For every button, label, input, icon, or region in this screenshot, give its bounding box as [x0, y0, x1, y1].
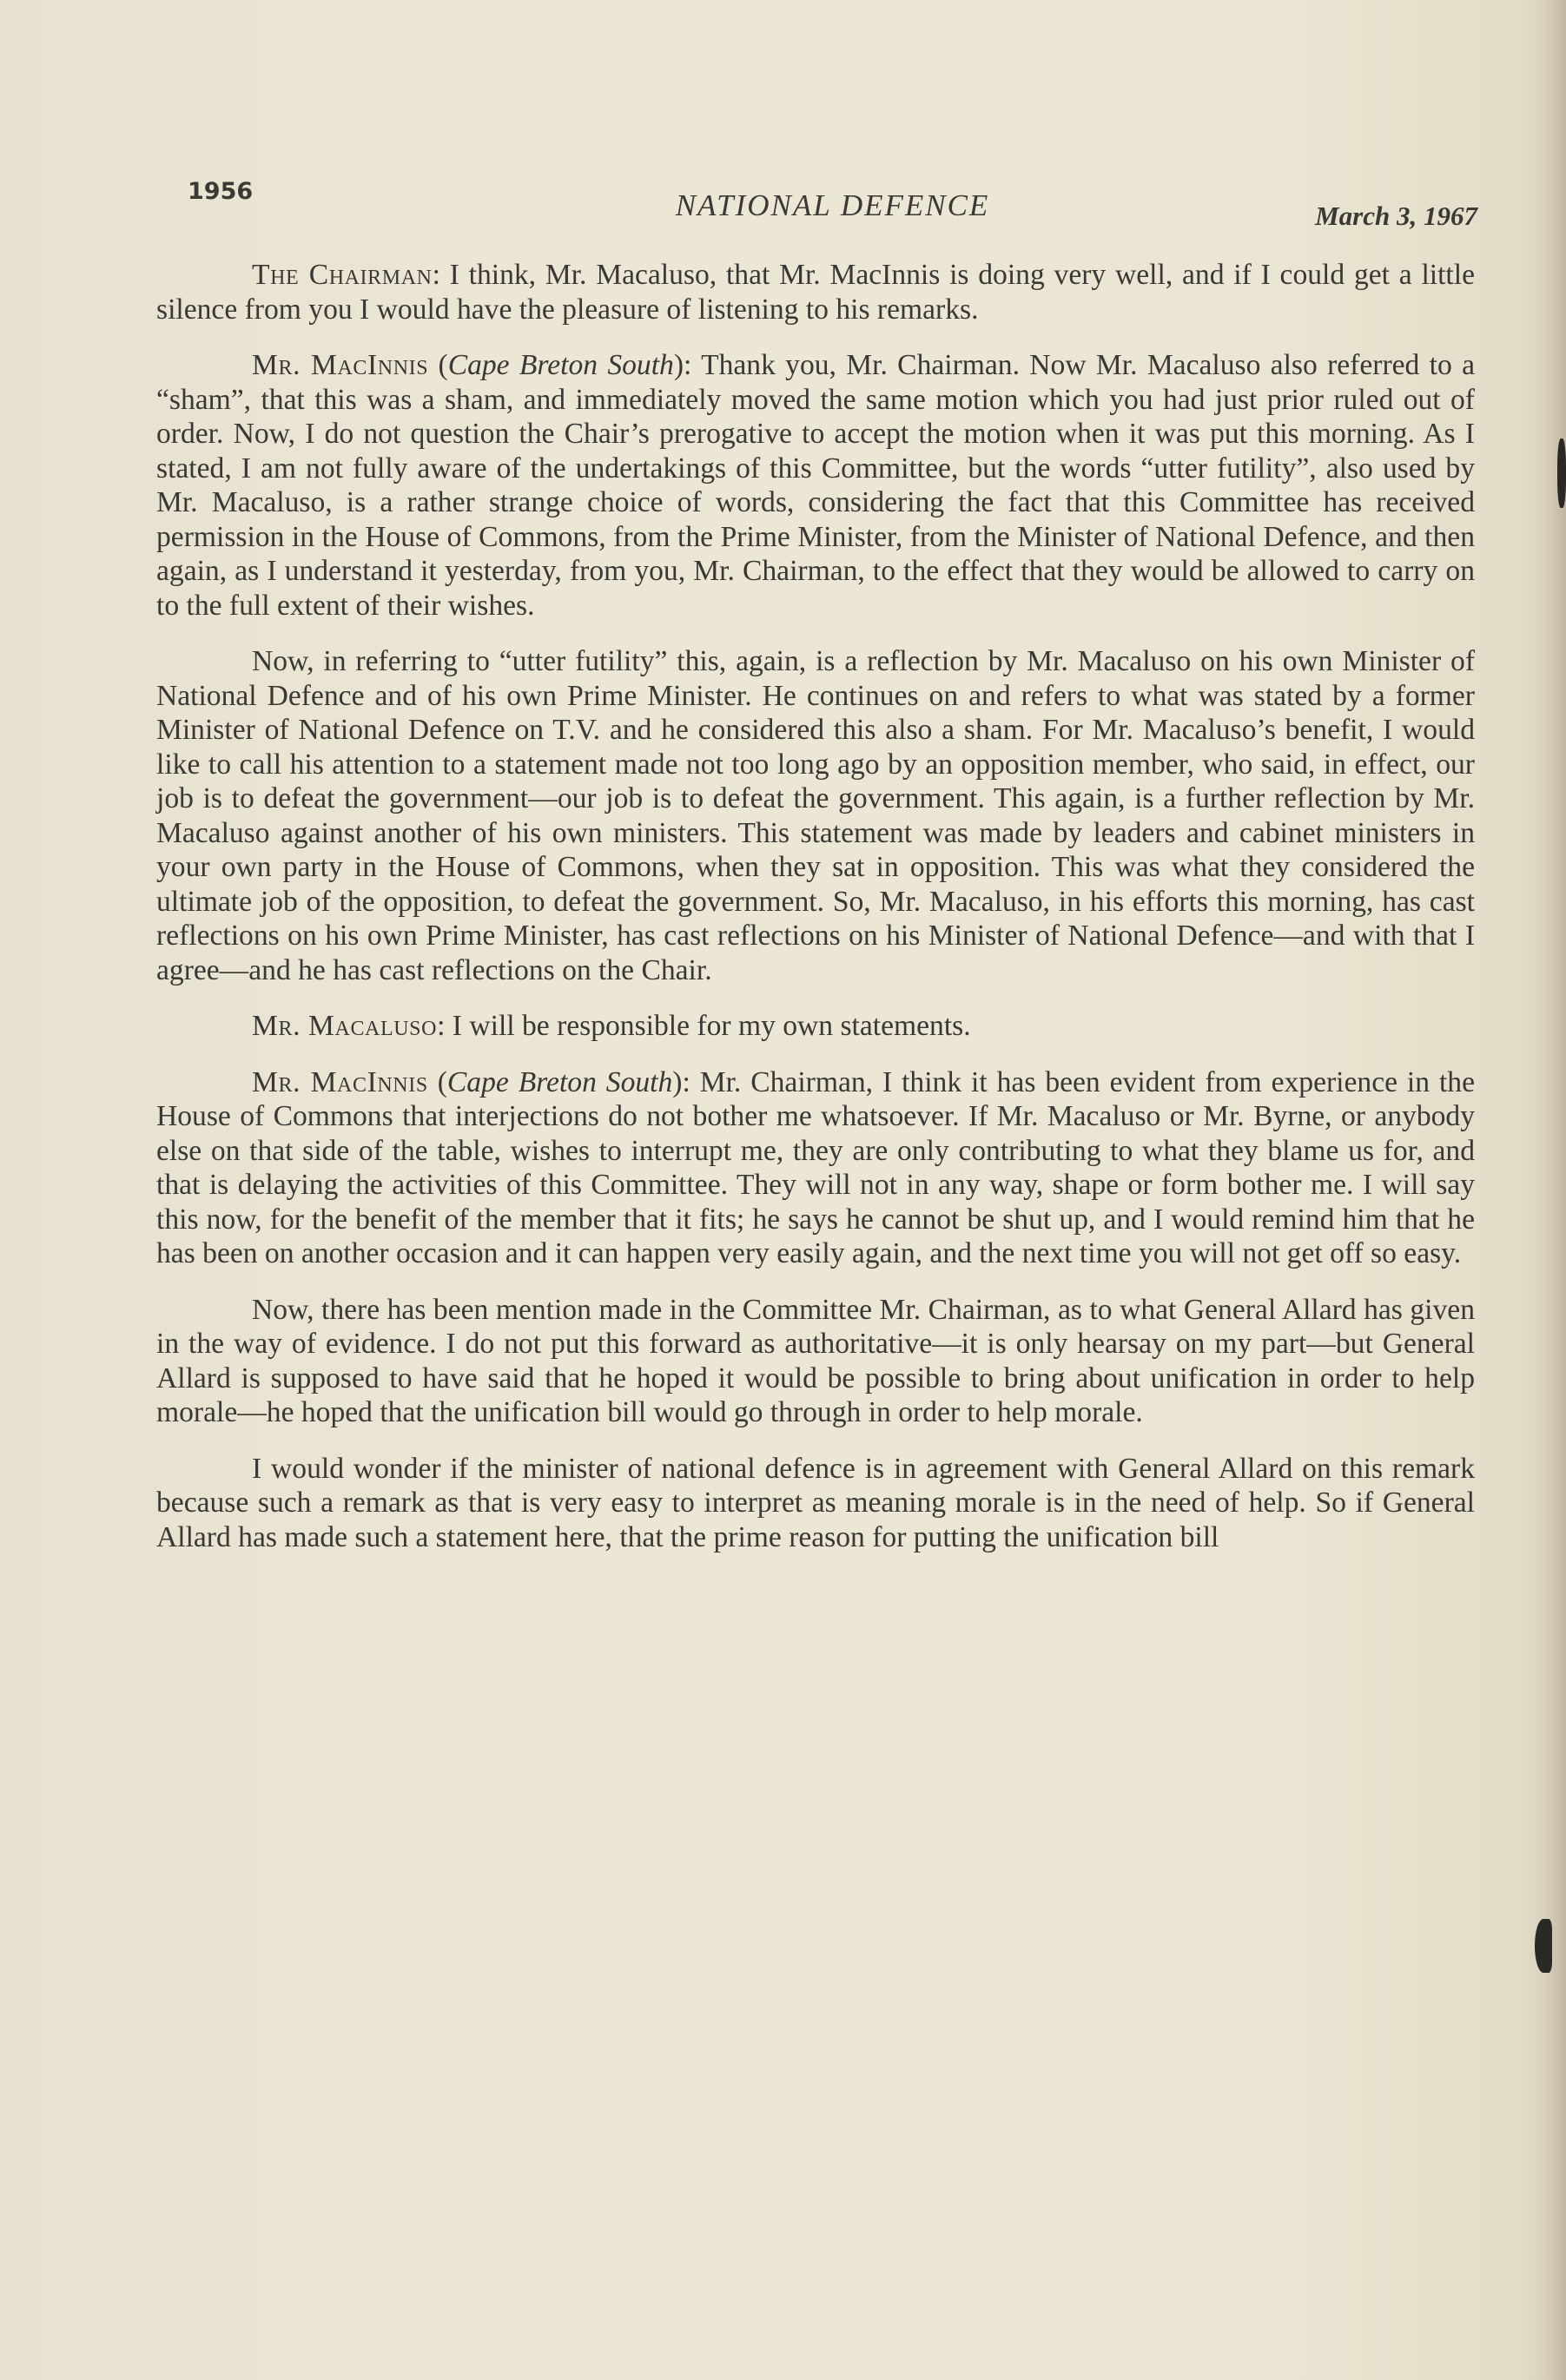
binding-mark-top: [1557, 438, 1566, 508]
paragraph-text: Now, there has been mention made in the Committee Mr. Chairman, as to what General Allard has given in the way of evidence. I do not put this forward as authoritative—it is only hearsay on my part—but General Allard is supposed to have said that he hoped it would be possible to bring about unification in order to help morale—he hoped that the unification bill would go through in order to help morale.: [156, 1293, 1475, 1428]
speaker-name: Mr. MacInnis: [252, 349, 429, 381]
paragraph-text: : I think, Mr. Macaluso, that Mr. MacInnis is doing very well, and if I could get a little silence from you I would have the pleasure of listening to his remarks.: [156, 259, 1475, 326]
page-number: 1956: [188, 178, 254, 205]
paragraph-text: I would wonder if the minister of national defence is in agreement with General Allard on this remark because such a remark as that is very easy to interpret as meaning morale is in the need of help. So if General Allard has made such a statement here, that the prime reason for putting the unification bill: [156, 1452, 1475, 1553]
paragraph: [156, 1452, 1475, 1555]
paragraph: Mr. MacInnis (Cape Breton South): Mr. Chairman, I think it has been evident from experience in the House of Commons that interjections do not bother me whatsoever. If Mr. Macaluso or Mr. Byrne, or anybody else on that side of the table, wishes to interrupt me, they are only contributing to what they blame us for, and that is delaying the activities of this Committee. They will not in any way, shape or form bother me. I will say this now, for the benefit of the member that it fits; he says he cannot be shut up, and I would remind him that he has been on another occasion and it can happen very easily again, and the next time you will not get off so easy.: [156, 1065, 1475, 1269]
paragraph: [156, 644, 1475, 987]
paragraph: [156, 1293, 1475, 1430]
paragraph: Mr. MacInnis (Cape Breton South): Thank you, Mr. Chairman. Now Mr. Macaluso also referred to a “sham”, that this was a sham, and immediately moved the same motion which you had just prior ruled out of order. Now, I do not question the Chair’s prerogative to accept the motion when it was put this morning. As I stated, I am not fully aware of the undertakings of this Committee, but the words “utter futility”, also used by Mr. Macaluso, is a rather strange choice of words, considering the fact that this Committee has received permission in the House of Commons, from the Prime Minister, from the Minister of National Defence, and then again, as I understand it yesterday, from you, Mr. Chairman, to the effect that they would be allowed to carry on to the full extent of their wishes.: [156, 349, 1475, 622]
page-edge-shadow: [1543, 0, 1566, 2380]
speaker-name: Mr. Macaluso: [252, 1010, 438, 1042]
header-date: March 3, 1967: [1315, 201, 1477, 231]
running-title: NATIONAL DEFENCE: [675, 188, 990, 222]
paragraph: [156, 1009, 1475, 1044]
body-text: [156, 258, 1475, 1576]
speaker-name: Mr. MacInnis: [252, 1065, 428, 1098]
paragraph-text: Now, in referring to “utter futility” this, again, is a reflection by Mr. Macaluso on his own Minister of National Defence and of his own Prime Minister. He continues on and refers to what was stated by a former Minister of National Defence on T.V. and he considered this also a sham. For Mr. Macaluso’s benefit, I would like to call his attention to a statement made not too long ago by an opposition member, who said, in effect, our job is to defeat the government—our job is to defeat the government. This again, is a further reflection by Mr. Macaluso against another of his own ministers. This statement was made by leaders and cabinet ministers in your own party in the House of Commons, when they sat in opposition. This was what they considered the ultimate job of the opposition, to defeat the government. So, Mr. Macaluso, in his efforts this morning, has cast reflections on his own Prime Minister, has cast reflections on his Minister of National Defence—and with that I agree—and he has cast reflections on the Chair.: [156, 645, 1475, 986]
speaker-name: The Chairman: [252, 259, 433, 291]
paragraph-text: : Thank you, Mr. Chairman. Now Mr. Macaluso also referred to a “sham”, that this was a sham, and immediately moved the same motion which you had just prior ruled out of order. Now, I do not question the Chair’s prerogative to accept the motion when it was put this morning. As I stated, I am not fully aware of the undertakings of this Committee, but the words “utter futility”, also used by Mr. Macaluso, is a rather strange choice of words, considering the fact that this Committee has received permission in the House of Commons, from the Prime Minister, from the Minister of National Defence, and then again, as I understand it yesterday, from you, Mr. Chairman, to the effect that they would be allowed to carry on to the full extent of their wishes.: [156, 349, 1475, 622]
paragraph-text: : Mr. Chairman, I think it has been evident from experience in the House of Commons that interjections do not bother me whatsoever. If Mr. Macaluso or Mr. Byrne, or anybody else on that side of the table, wishes to interrupt me, they are only contributing to what they blame us for, and that is delaying the activities of this Committee. They will not in any way, shape or form bother me. I will say this now, for the benefit of the member that it fits; he says he cannot be shut up, and I would remind him that he has been on another occasion and it can happen very easily again, and the next time you will not get off so easy.: [156, 1065, 1475, 1269]
running-header: [188, 178, 1477, 230]
speaker-riding: Cape Breton South: [447, 349, 674, 381]
speaker-riding: Cape Breton South: [446, 1065, 673, 1098]
binding-mark-bottom: [1535, 1919, 1552, 1973]
paragraph-text: : I will be responsible for my own statements.: [437, 1010, 971, 1042]
paragraph: [156, 258, 1475, 326]
